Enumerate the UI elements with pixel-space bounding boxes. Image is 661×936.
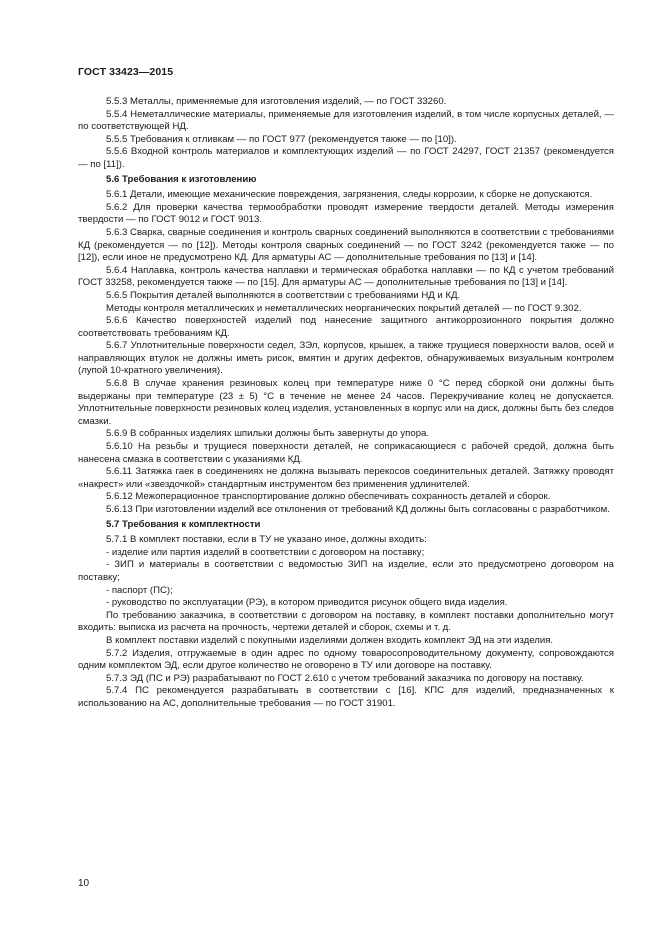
section-heading-5-7: 5.7 Требования к комплектности xyxy=(106,518,261,530)
paragraph-5-6-1: 5.6.1 Детали, имеющие механические повреждения, загрязнения, следы коррозии, к сборке не допускаются. xyxy=(106,189,593,201)
paragraph-5-6-5: 5.6.5 Покрытия деталей выполняются в соответствии с требованиями НД и КД. xyxy=(106,289,461,301)
paragraph-5-5-6: 5.5.6 Входной контроль материалов и комплектующих изделий — по ГОСТ 24297, ГОСТ 21357 (рекомендуется — по [11]). xyxy=(78,146,614,170)
paragraph-5-6-2: 5.6.2 Для проверки качества термообработки проводят измерение твердости деталей. Методы измерения твердости — по ГОСТ 9012 и ГОСТ 9013. xyxy=(78,201,614,226)
paragraph-purchased-items: В комплект поставки изделий с покупными изделиями должен входить комплект ЭД на эти изделия. xyxy=(106,634,554,646)
paragraph-5-6-9: 5.6.9 В собранных изделиях шпильки должны быть завернуты до упора. xyxy=(106,428,430,440)
page-number: 10 xyxy=(78,878,90,889)
paragraph-5-5-3: 5.5.3 Металлы, применяемые для изготовления изделий, — по ГОСТ 33260. xyxy=(106,96,447,107)
list-item-manual: - руководство по эксплуатации (РЭ), в котором приводится рисунок общего вида изделия. xyxy=(106,597,508,609)
paragraph-5-6-8: 5.6.8 В случае хранения резиновых колец при температуре ниже 0 °C перед сборкой они должны быть выдержаны при температуре (23 ± 5) °C в течение не менее 24 часов. Перекручивание колец не допускается. Уплотнительные поверхности резиновых колец изделия, установленных в корпус или на диск, должны быть без следов смазки. xyxy=(78,378,614,427)
paragraph-5-6-12: 5.6.12 Межоперационное транспортирование должно обеспечивать сохранность деталей и сборок. xyxy=(106,491,551,503)
paragraph-5-7-2: 5.7.2 Изделия, отгружаемые в один адрес по одному товаросопроводительному документу, сопровождаются одним комплектом ЭД, если другое количество не оговорено в ТУ или договоре на поставку. xyxy=(78,647,614,672)
section-heading-5-6: 5.6 Требования к изготовлению xyxy=(106,173,257,185)
list-item-passport: - паспорт (ПС); xyxy=(106,584,173,596)
paragraph-customer-request: По требованию заказчика, в соответствии с договором на поставку, в комплект поставки дополнительно могут входить: выписка из расчета на прочность, чертежи деталей и сборок, схемы и т. д. xyxy=(78,609,614,634)
paragraph-coating-methods: Методы контроля металлических и неметаллических неорганических покрытий деталей — по ГОСТ 9.302. xyxy=(106,302,582,314)
paragraph-5-7-3: 5.7.3 ЭД (ПС и РЭ) разрабатывают по ГОСТ 2.610 с учетом требований заказчика по договору на поставку. xyxy=(106,672,584,684)
paragraph-5-6-6: 5.6.6 Качество поверхностей изделий под нанесение защитного антикоррозионного покрытия должно соответствовать требованиям КД. xyxy=(78,315,614,339)
paragraph-5-6-7: 5.6.7 Уплотнительные поверхности седел, ЗЭл, корпусов, крышек, а также трущиеся поверхности валов, осей и направляющих втулок не должны иметь рисок, вмятин и других дефектов, обнаруживаемых визуальным контролем (лупой 10-кратного увеличения). xyxy=(78,340,614,377)
list-item-product: - изделие или партия изделий в соответствии с договором на поставку; xyxy=(106,546,425,558)
paragraph-5-6-13: 5.6.13 При изготовлении изделий все отклонения от требований КД должны быть согласованы с разработчиком. xyxy=(106,504,610,515)
paragraph-5-6-11: 5.6.11 Затяжка гаек в соединениях не должна вызывать перекосов соединительных деталей. Затяжку проводят «накрест» или «звездочкой» стандартным инструментом без применения удлинителей. xyxy=(78,466,614,490)
list-item-zip: - ЗИП и материалы в соответствии с ведомостью ЗИП на изделие, если это предусмотрено договором на поставку; xyxy=(78,559,614,583)
paragraph-5-6-10: 5.6.10 На резьбы и трущиеся поверхности деталей, не соприкасающиеся с рабочей средой, должна быть нанесена смазка в соответствии с указаниями КД. xyxy=(78,441,614,465)
document-body xyxy=(78,96,614,711)
paragraph-5-7-1: 5.7.1 В комплект поставки, если в ТУ не указано иное, должны входить: xyxy=(106,534,427,546)
document-header: ГОСТ 33423—2015 xyxy=(78,66,174,78)
paragraph-5-7-4: 5.7.4 ПС рекомендуется разрабатывать в соответствии с [16]. КПС для изделий, предназначенных к использованию на АС, дополнительные требования — по ГОСТ 31901. xyxy=(78,685,614,709)
paragraph-5-5-4: 5.5.4 Неметаллические материалы, применяемые для изготовления изделий, в том числе корпусных деталей, — по соответствующей НД. xyxy=(78,108,614,133)
paragraph-5-6-4: 5.6.4 Наплавка, контроль качества наплавки и термическая обработка наплавки — по КД с учетом требований ГОСТ 33258, рекомендуется также — по [15]. Для арматуры АС — дополнительные требования по [13] и [14]. xyxy=(78,264,614,289)
paragraph-5-6-3: 5.6.3 Сварка, сварные соединения и контроль сварных соединений выполняются в соответствии с требованиями КД (рекомендуется — по [12]). Методы контроля сварных соединений — по ГОСТ 3242 (рекомендуется также — по [12]), если иное не предусмотрено КД. Для арматуры АС — дополнительные требования по [13] и [14]. xyxy=(78,226,614,264)
paragraph-5-5-5: 5.5.5 Требования к отливкам — по ГОСТ 977 (рекомендуется также — по [10]). xyxy=(106,133,457,145)
